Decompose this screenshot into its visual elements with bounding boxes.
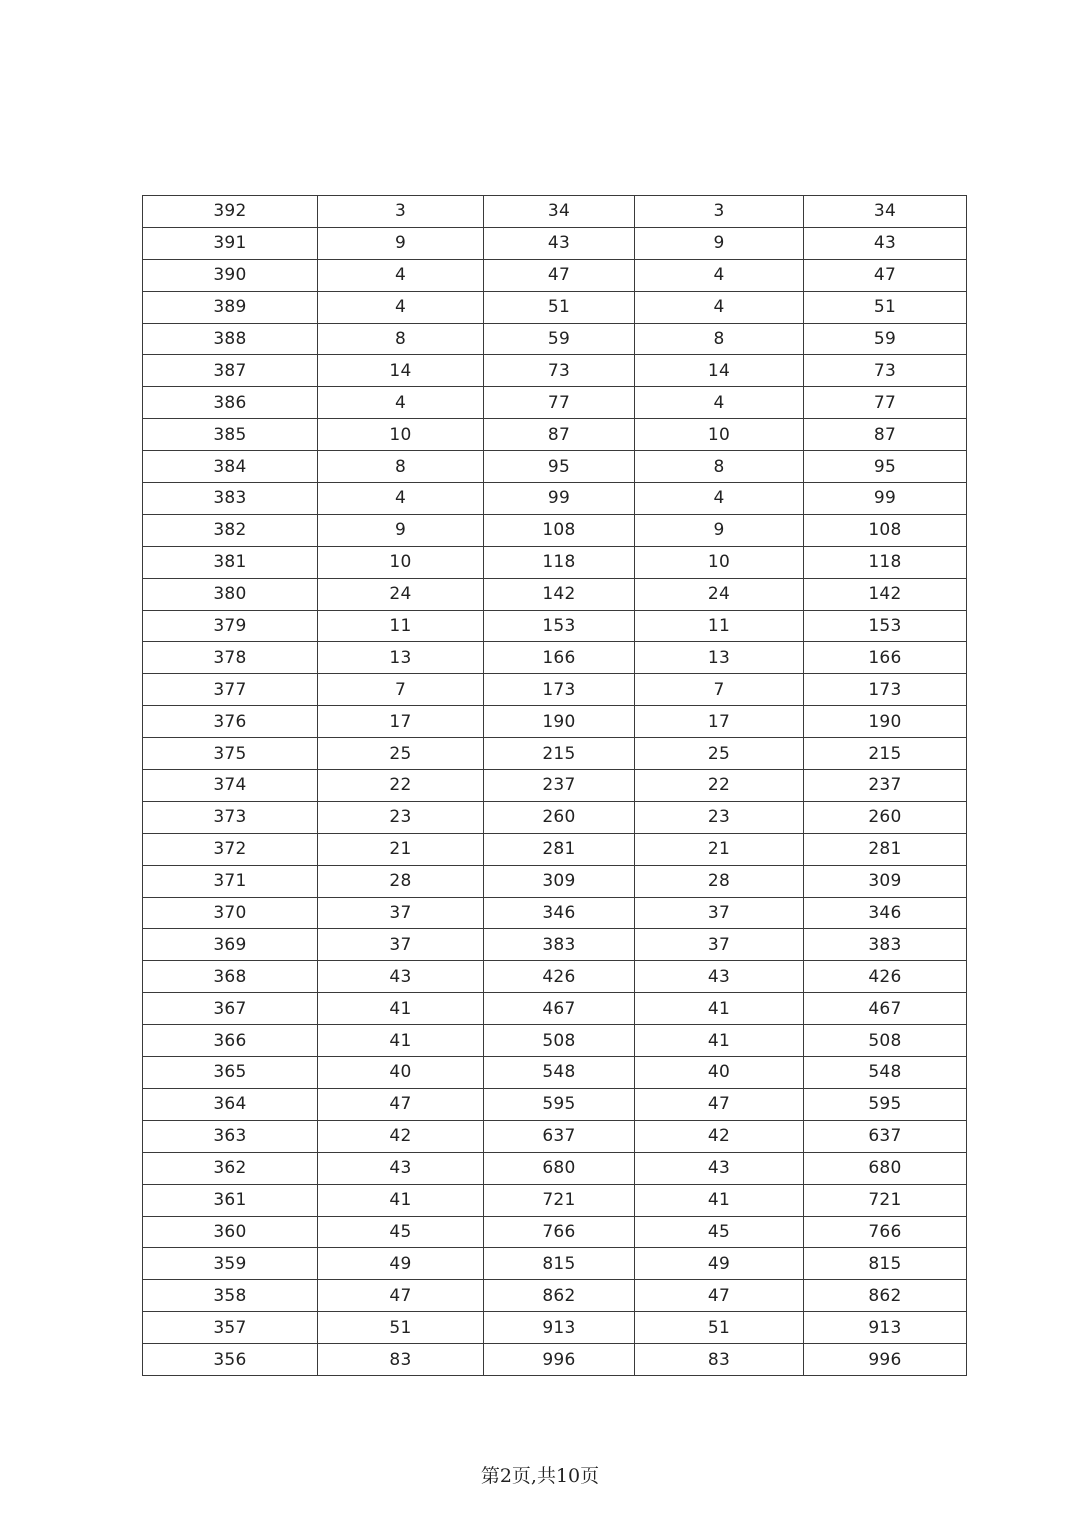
table-cell: 371 bbox=[143, 865, 318, 897]
table-cell: 24 bbox=[318, 578, 484, 610]
table-cell: 41 bbox=[318, 1184, 484, 1216]
table-row bbox=[143, 514, 967, 546]
table-cell: 73 bbox=[804, 355, 967, 387]
table-cell: 173 bbox=[484, 674, 635, 706]
table-cell: 913 bbox=[484, 1312, 635, 1344]
table-cell: 368 bbox=[143, 961, 318, 993]
table-row bbox=[143, 865, 967, 897]
table-cell: 375 bbox=[143, 738, 318, 770]
table-cell: 73 bbox=[484, 355, 635, 387]
table-cell: 153 bbox=[804, 610, 967, 642]
table-row bbox=[143, 1057, 967, 1089]
table-cell: 387 bbox=[143, 355, 318, 387]
table-row bbox=[143, 291, 967, 323]
table-cell: 3 bbox=[635, 196, 804, 228]
table-cell: 383 bbox=[484, 929, 635, 961]
table-cell: 99 bbox=[804, 483, 967, 515]
table-cell: 142 bbox=[484, 578, 635, 610]
table-row bbox=[143, 387, 967, 419]
table-cell: 357 bbox=[143, 1312, 318, 1344]
table-cell: 508 bbox=[804, 1025, 967, 1057]
table-cell: 595 bbox=[484, 1088, 635, 1120]
table-cell: 51 bbox=[484, 291, 635, 323]
table-row bbox=[143, 1120, 967, 1152]
table-body bbox=[143, 196, 967, 1376]
table-cell: 173 bbox=[804, 674, 967, 706]
table-cell: 377 bbox=[143, 674, 318, 706]
table-cell: 281 bbox=[804, 833, 967, 865]
table-row bbox=[143, 610, 967, 642]
table-cell: 37 bbox=[318, 897, 484, 929]
table-cell: 41 bbox=[635, 1025, 804, 1057]
table-cell: 237 bbox=[484, 770, 635, 802]
table-cell: 47 bbox=[635, 1088, 804, 1120]
table-cell: 8 bbox=[318, 451, 484, 483]
table-cell: 426 bbox=[804, 961, 967, 993]
table-cell: 680 bbox=[484, 1152, 635, 1184]
table-cell: 381 bbox=[143, 546, 318, 578]
table-cell: 8 bbox=[318, 323, 484, 355]
table-row bbox=[143, 419, 967, 451]
table-cell: 766 bbox=[804, 1216, 967, 1248]
table-cell: 361 bbox=[143, 1184, 318, 1216]
table-cell: 367 bbox=[143, 993, 318, 1025]
table-cell: 364 bbox=[143, 1088, 318, 1120]
table-cell: 3 bbox=[318, 196, 484, 228]
table-row bbox=[143, 833, 967, 865]
table-cell: 47 bbox=[804, 259, 967, 291]
table-cell: 11 bbox=[635, 610, 804, 642]
table-cell: 190 bbox=[804, 706, 967, 738]
table-row bbox=[143, 897, 967, 929]
table-cell: 373 bbox=[143, 801, 318, 833]
table-cell: 51 bbox=[804, 291, 967, 323]
table-cell: 548 bbox=[484, 1057, 635, 1089]
table-cell: 358 bbox=[143, 1280, 318, 1312]
table-cell: 369 bbox=[143, 929, 318, 961]
table-row bbox=[143, 674, 967, 706]
table-cell: 77 bbox=[484, 387, 635, 419]
table-row bbox=[143, 451, 967, 483]
table-cell: 59 bbox=[484, 323, 635, 355]
table-cell: 4 bbox=[635, 483, 804, 515]
table-cell: 41 bbox=[318, 1025, 484, 1057]
page-number-footer: 第2页,共10页 bbox=[480, 1465, 600, 1487]
table-cell: 637 bbox=[484, 1120, 635, 1152]
table-cell: 41 bbox=[318, 993, 484, 1025]
table-cell: 22 bbox=[635, 770, 804, 802]
table-row bbox=[143, 196, 967, 228]
table-row bbox=[143, 323, 967, 355]
table-cell: 10 bbox=[318, 419, 484, 451]
table-cell: 8 bbox=[635, 323, 804, 355]
table-row bbox=[143, 1152, 967, 1184]
table-cell: 383 bbox=[143, 483, 318, 515]
table-cell: 378 bbox=[143, 642, 318, 674]
table-cell: 913 bbox=[804, 1312, 967, 1344]
table-row bbox=[143, 259, 967, 291]
table-cell: 43 bbox=[804, 227, 967, 259]
table-cell: 11 bbox=[318, 610, 484, 642]
table-cell: 51 bbox=[318, 1312, 484, 1344]
table-cell: 8 bbox=[635, 451, 804, 483]
table-cell: 363 bbox=[143, 1120, 318, 1152]
table-cell: 43 bbox=[318, 961, 484, 993]
table-cell: 47 bbox=[635, 1280, 804, 1312]
table-cell: 49 bbox=[318, 1248, 484, 1280]
table-cell: 380 bbox=[143, 578, 318, 610]
table-cell: 996 bbox=[804, 1344, 967, 1376]
table-cell: 42 bbox=[318, 1120, 484, 1152]
table-cell: 996 bbox=[484, 1344, 635, 1376]
table-cell: 59 bbox=[804, 323, 967, 355]
table-row bbox=[143, 355, 967, 387]
table-row bbox=[143, 546, 967, 578]
table-cell: 392 bbox=[143, 196, 318, 228]
table-cell: 108 bbox=[804, 514, 967, 546]
table-cell: 118 bbox=[484, 546, 635, 578]
table-cell: 4 bbox=[318, 483, 484, 515]
table-cell: 362 bbox=[143, 1152, 318, 1184]
table-cell: 9 bbox=[318, 514, 484, 546]
table-cell: 13 bbox=[318, 642, 484, 674]
table-cell: 41 bbox=[635, 1184, 804, 1216]
table-cell: 13 bbox=[635, 642, 804, 674]
table-cell: 28 bbox=[318, 865, 484, 897]
table-cell: 9 bbox=[635, 514, 804, 546]
table-cell: 166 bbox=[484, 642, 635, 674]
table-cell: 383 bbox=[804, 929, 967, 961]
table-cell: 49 bbox=[635, 1248, 804, 1280]
table-cell: 17 bbox=[318, 706, 484, 738]
table-cell: 467 bbox=[484, 993, 635, 1025]
table-cell: 281 bbox=[484, 833, 635, 865]
table-cell: 190 bbox=[484, 706, 635, 738]
table-cell: 862 bbox=[804, 1280, 967, 1312]
table-cell: 7 bbox=[318, 674, 484, 706]
table-cell: 680 bbox=[804, 1152, 967, 1184]
table-cell: 43 bbox=[635, 961, 804, 993]
table-cell: 23 bbox=[635, 801, 804, 833]
table-row bbox=[143, 1344, 967, 1376]
table-row bbox=[143, 642, 967, 674]
table-cell: 359 bbox=[143, 1248, 318, 1280]
table-cell: 4 bbox=[318, 291, 484, 323]
table-cell: 390 bbox=[143, 259, 318, 291]
table-cell: 77 bbox=[804, 387, 967, 419]
table-cell: 21 bbox=[318, 833, 484, 865]
table-cell: 4 bbox=[635, 291, 804, 323]
table-row bbox=[143, 227, 967, 259]
table-cell: 40 bbox=[635, 1057, 804, 1089]
table-cell: 153 bbox=[484, 610, 635, 642]
table-row bbox=[143, 1280, 967, 1312]
table-cell: 215 bbox=[484, 738, 635, 770]
table-row bbox=[143, 770, 967, 802]
table-cell: 595 bbox=[804, 1088, 967, 1120]
table-cell: 4 bbox=[635, 259, 804, 291]
table-row bbox=[143, 1248, 967, 1280]
table-cell: 34 bbox=[484, 196, 635, 228]
table-cell: 83 bbox=[318, 1344, 484, 1376]
table-cell: 815 bbox=[484, 1248, 635, 1280]
table-cell: 721 bbox=[804, 1184, 967, 1216]
table-cell: 14 bbox=[318, 355, 484, 387]
table-cell: 10 bbox=[318, 546, 484, 578]
table-cell: 45 bbox=[635, 1216, 804, 1248]
table-cell: 388 bbox=[143, 323, 318, 355]
table-cell: 379 bbox=[143, 610, 318, 642]
table-cell: 37 bbox=[635, 929, 804, 961]
table-cell: 508 bbox=[484, 1025, 635, 1057]
table-cell: 43 bbox=[635, 1152, 804, 1184]
table-cell: 23 bbox=[318, 801, 484, 833]
table-cell: 391 bbox=[143, 227, 318, 259]
table-cell: 365 bbox=[143, 1057, 318, 1089]
table-cell: 83 bbox=[635, 1344, 804, 1376]
table-cell: 34 bbox=[804, 196, 967, 228]
table-cell: 548 bbox=[804, 1057, 967, 1089]
table-cell: 370 bbox=[143, 897, 318, 929]
table-row bbox=[143, 706, 967, 738]
table-row bbox=[143, 961, 967, 993]
table-row bbox=[143, 1025, 967, 1057]
table-cell: 384 bbox=[143, 451, 318, 483]
table-cell: 637 bbox=[804, 1120, 967, 1152]
table-cell: 25 bbox=[318, 738, 484, 770]
table-cell: 4 bbox=[635, 387, 804, 419]
table-cell: 237 bbox=[804, 770, 967, 802]
table-cell: 4 bbox=[318, 259, 484, 291]
table-cell: 28 bbox=[635, 865, 804, 897]
table-cell: 43 bbox=[318, 1152, 484, 1184]
table-cell: 389 bbox=[143, 291, 318, 323]
table-cell: 47 bbox=[318, 1088, 484, 1120]
table-cell: 10 bbox=[635, 546, 804, 578]
table-cell: 4 bbox=[318, 387, 484, 419]
table-cell: 166 bbox=[804, 642, 967, 674]
table-cell: 721 bbox=[484, 1184, 635, 1216]
table-cell: 142 bbox=[804, 578, 967, 610]
table-cell: 95 bbox=[484, 451, 635, 483]
table-cell: 366 bbox=[143, 1025, 318, 1057]
table-cell: 467 bbox=[804, 993, 967, 1025]
table-cell: 386 bbox=[143, 387, 318, 419]
table-cell: 95 bbox=[804, 451, 967, 483]
table-row bbox=[143, 1312, 967, 1344]
table-cell: 215 bbox=[804, 738, 967, 770]
table-cell: 43 bbox=[484, 227, 635, 259]
table-cell: 309 bbox=[484, 865, 635, 897]
table-cell: 21 bbox=[635, 833, 804, 865]
table-cell: 426 bbox=[484, 961, 635, 993]
table-row bbox=[143, 1088, 967, 1120]
table-cell: 376 bbox=[143, 706, 318, 738]
table-row bbox=[143, 929, 967, 961]
table-cell: 9 bbox=[635, 227, 804, 259]
table-cell: 385 bbox=[143, 419, 318, 451]
table-cell: 372 bbox=[143, 833, 318, 865]
table-cell: 37 bbox=[318, 929, 484, 961]
table-cell: 41 bbox=[635, 993, 804, 1025]
table-cell: 360 bbox=[143, 1216, 318, 1248]
table-cell: 7 bbox=[635, 674, 804, 706]
table-cell: 14 bbox=[635, 355, 804, 387]
table-cell: 382 bbox=[143, 514, 318, 546]
table-cell: 118 bbox=[804, 546, 967, 578]
table-cell: 42 bbox=[635, 1120, 804, 1152]
table-cell: 24 bbox=[635, 578, 804, 610]
table-cell: 25 bbox=[635, 738, 804, 770]
table-cell: 47 bbox=[318, 1280, 484, 1312]
table-cell: 9 bbox=[318, 227, 484, 259]
table-cell: 356 bbox=[143, 1344, 318, 1376]
table-cell: 260 bbox=[484, 801, 635, 833]
table-row bbox=[143, 801, 967, 833]
table-cell: 45 bbox=[318, 1216, 484, 1248]
table-cell: 40 bbox=[318, 1057, 484, 1089]
table-cell: 10 bbox=[635, 419, 804, 451]
table-cell: 87 bbox=[804, 419, 967, 451]
table-cell: 37 bbox=[635, 897, 804, 929]
table-cell: 374 bbox=[143, 770, 318, 802]
table-cell: 17 bbox=[635, 706, 804, 738]
table-row bbox=[143, 578, 967, 610]
table-cell: 99 bbox=[484, 483, 635, 515]
table-cell: 260 bbox=[804, 801, 967, 833]
table-cell: 346 bbox=[484, 897, 635, 929]
table-cell: 309 bbox=[804, 865, 967, 897]
table-cell: 22 bbox=[318, 770, 484, 802]
score-distribution-table bbox=[142, 195, 967, 1376]
table-cell: 87 bbox=[484, 419, 635, 451]
table-cell: 108 bbox=[484, 514, 635, 546]
table-row bbox=[143, 1184, 967, 1216]
table-row bbox=[143, 483, 967, 515]
table-row bbox=[143, 993, 967, 1025]
table-cell: 766 bbox=[484, 1216, 635, 1248]
table-row bbox=[143, 738, 967, 770]
table-cell: 815 bbox=[804, 1248, 967, 1280]
table-cell: 51 bbox=[635, 1312, 804, 1344]
table-row bbox=[143, 1216, 967, 1248]
table-cell: 862 bbox=[484, 1280, 635, 1312]
table-cell: 346 bbox=[804, 897, 967, 929]
table-cell: 47 bbox=[484, 259, 635, 291]
